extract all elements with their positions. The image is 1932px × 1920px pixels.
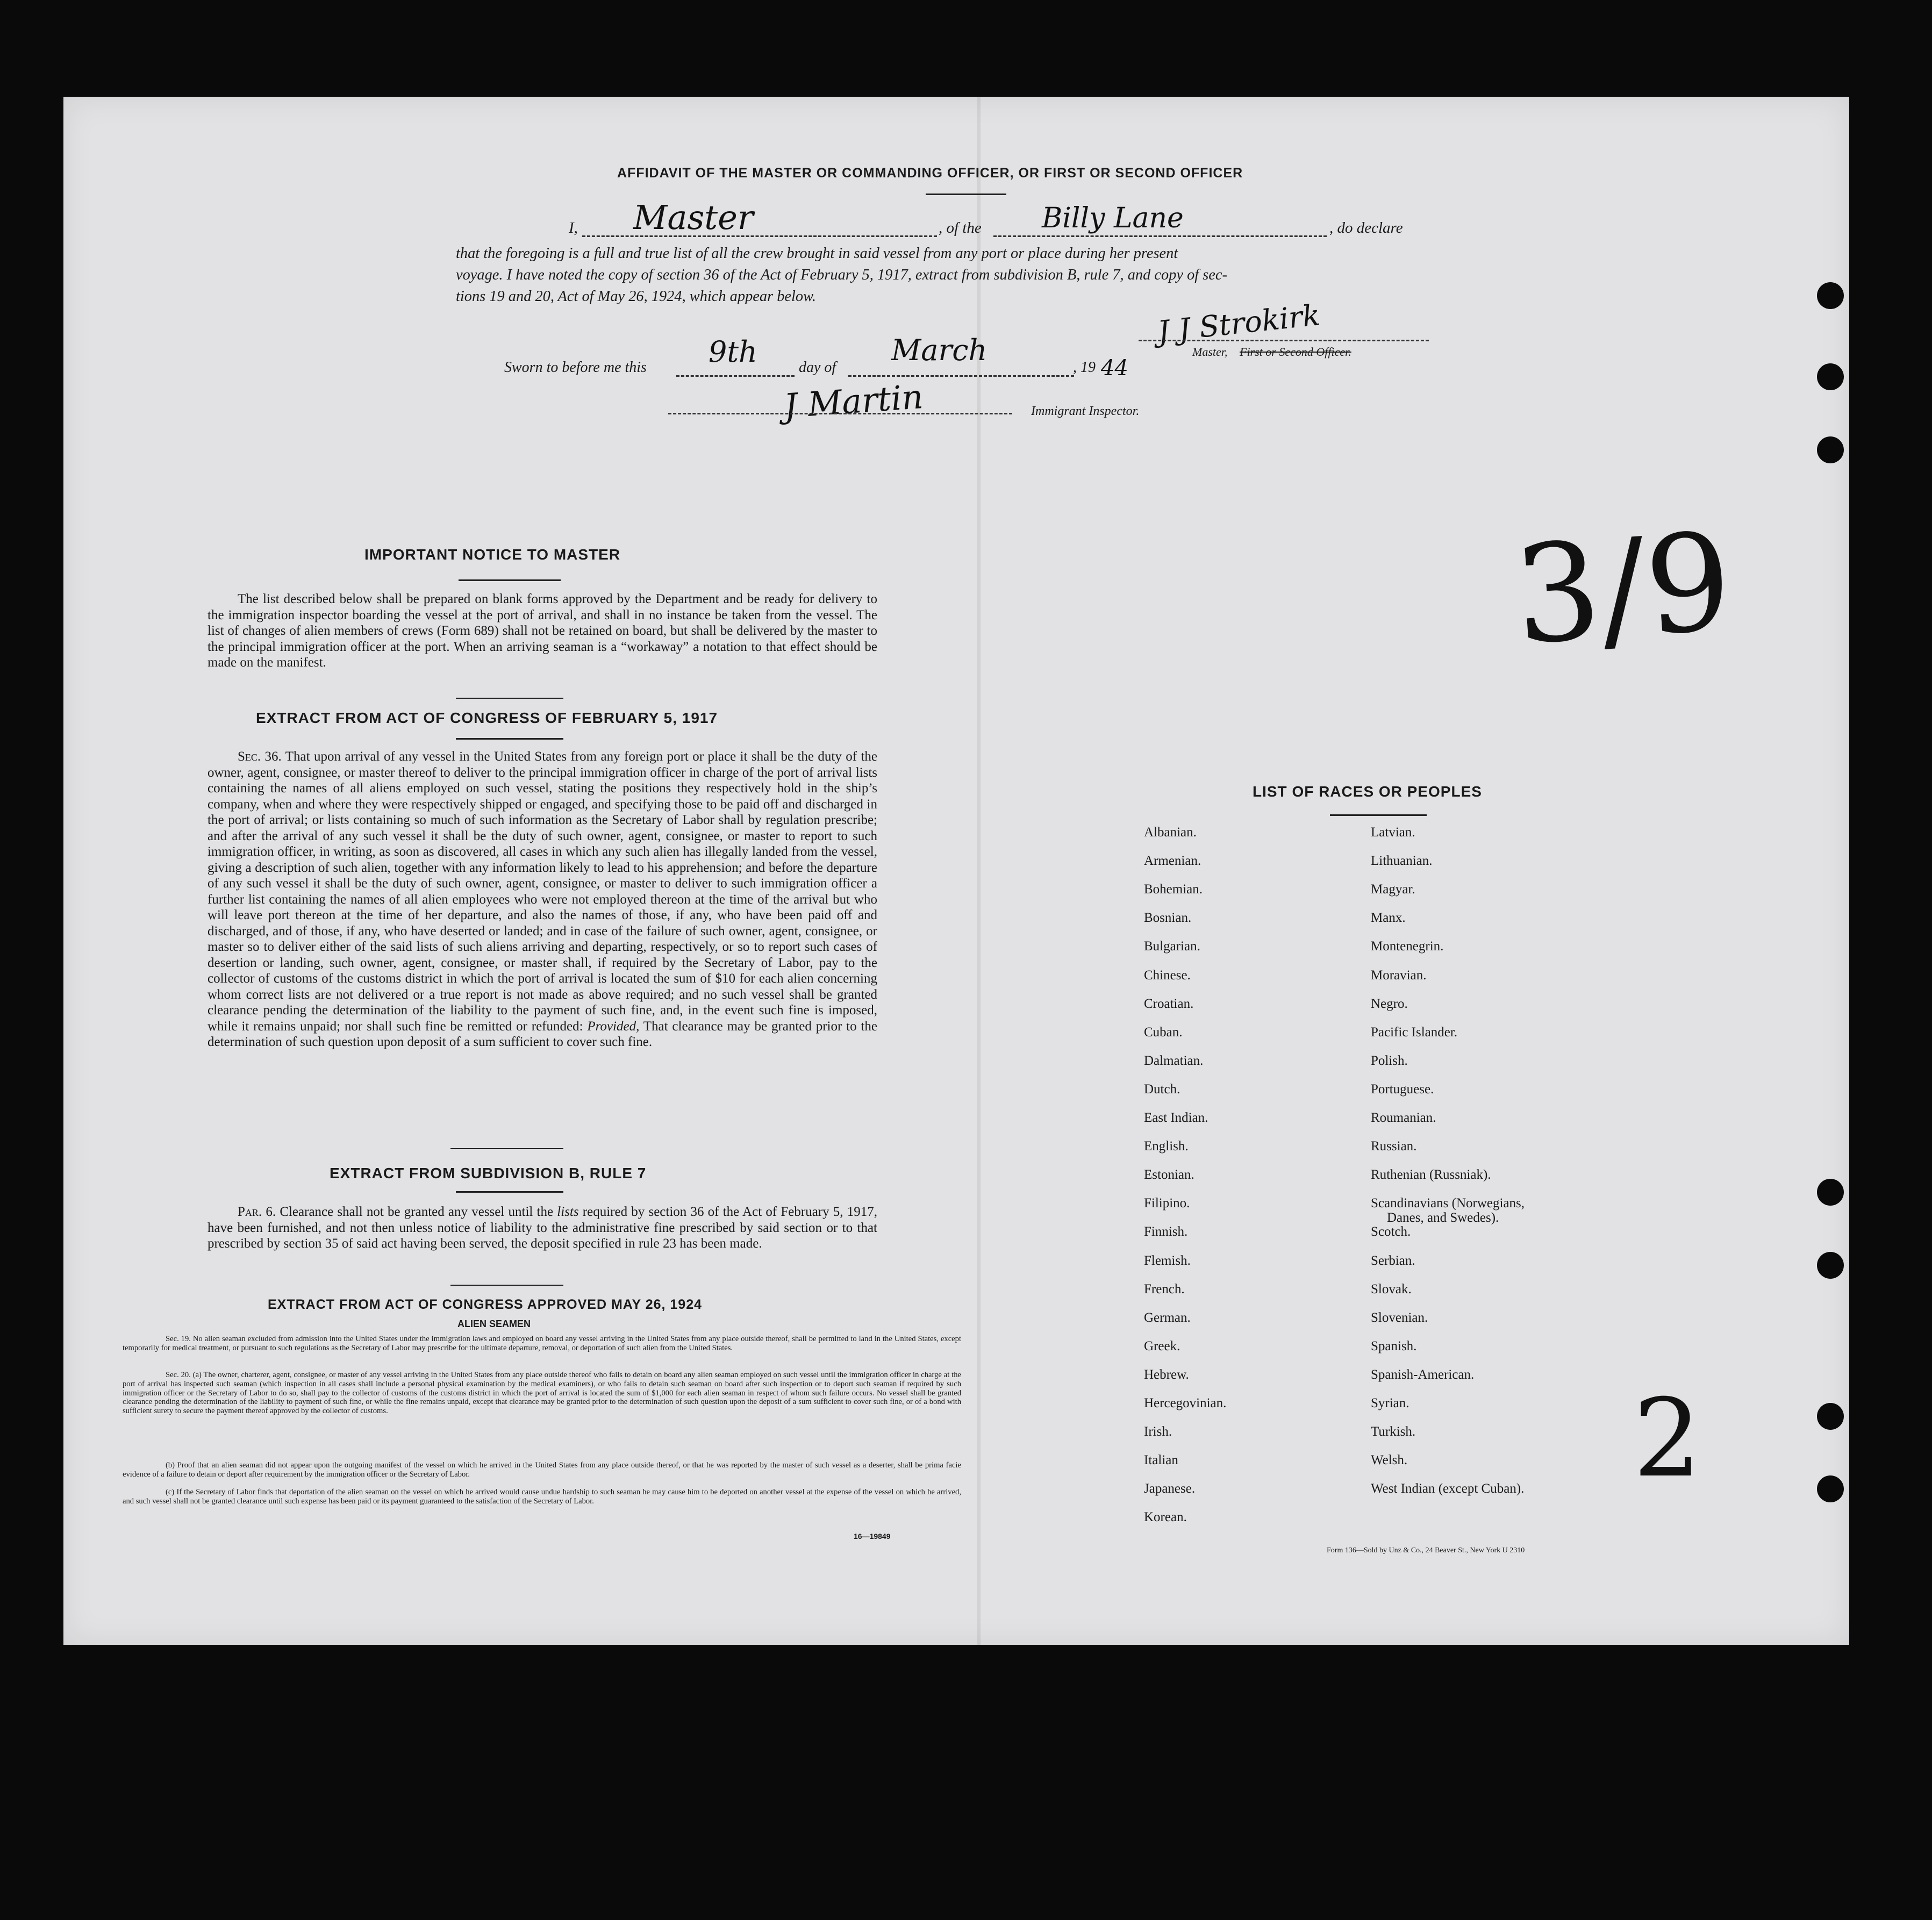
sec-20c-text: (c) If the Secretary of Labor finds that deportation of the alien seaman on the vessel on which he arrived would cause undue hardship to such seaman he may cause him to be deported on another vessel at the expense of the vessel on which he arrived, and such vessel shall not be granted clearance until such expense has been paid or its payment guaranteed to the satisfaction of the Secretary of Labor.	[123, 1488, 961, 1506]
race-item: Japanese.	[1144, 1481, 1196, 1496]
race-item: Roumanian.	[1371, 1111, 1436, 1125]
form-note: Form 136—Sold by Unz & Co., 24 Beaver St., New York U 2310	[1327, 1546, 1525, 1554]
sec-36-label: Sec. 36.	[238, 749, 282, 764]
divider	[450, 1148, 563, 1149]
race-item: Greek.	[1144, 1338, 1180, 1353]
sec-36-text-end: That clearance may be granted prior to the determination of such question upon deposit of a sum sufficient to cover such fine.	[207, 1019, 877, 1049]
document-sheet	[63, 97, 1849, 1645]
race-item: Magyar.	[1371, 882, 1415, 897]
page-fold	[977, 97, 981, 1645]
races-title: LIST OF RACES OR PEOPLES	[1253, 783, 1482, 800]
race-item: Slovenian.	[1371, 1310, 1428, 1325]
race-item: Bulgarian.	[1144, 939, 1200, 954]
race-item: Dalmatian.	[1144, 1053, 1204, 1068]
race-item: Filipino.	[1144, 1196, 1190, 1211]
master-handwritten: Master	[633, 198, 754, 237]
race-item: East Indian.	[1144, 1111, 1208, 1125]
vessel-line	[993, 235, 1327, 237]
divider	[926, 194, 1006, 195]
sec-36-text: That upon arrival of any vessel in the United States from any foreign port or place it shall be the duty of the owner, agent, consignee, or master thereof to deliver to the principal immigration officer in charge of the port of arrival lists containing the names of all aliens employed on such vessel, stating the positions they respectively hold in the ship’s company, when and where they were respectively shipped or engaged, and specifying those to be paid off and discharged in the port of arrival; or lists containing so much of such information as the Secretary of Labor shall by regulation prescribe; and after the arrival of any such vessel it shall be the duty of such owner, agent, consignee, or master to report to such immigration officer, in writing, as soon as discovered, all cases in which any such alien has illegally landed from the vessel, giving a description of such alien, together with any information likely to lead to his apprehension; and before the departure of any such vessel it shall be the duty of such owner, agent, consignee, or master to deliver to such immigration officer a further list containing the names of all alien employees who were not employed thereon at the time of the arrival but who will leave port thereon at the time of her departure, and also the names of those, if any, who have been paid off and discharged, and of those, if any, who have deserted or landed; and in case of the failure of such owner, agent, consignee, or master so to deliver either of the said lists of such aliens arriving and departing, respectively, or so to report such cases of desertion or landing, such owner, agent, consignee, or master shall, if required by the Secretary of Labor, pay to the collector of customs of the customs district in which the port of arrival is located the sum of $10 for each alien concerning whom correct lists are not delivered or a true report is not made as above required; and no such vessel shall be granted clearance pending the determination of the liability to the payment of such fine, and, in the event such fine is imposed, while it remains unpaid; nor shall such fine be remitted or refunded:	[207, 749, 878, 1034]
sec-19-text: Sec. 19. No alien seaman excluded from admission into the United States under the immigration laws and employed on board any vessel arriving in the United States from any place outside thereof, shall be permitted to land in the United States, except temporarily for medical treatment, or pursuant to such regulations as the Secretary of Labor may prescribe for the ultimate departure, removal, or deportation of such alien from the United States.	[123, 1335, 961, 1352]
race-item: Dutch.	[1144, 1081, 1180, 1097]
affidavit-title: AFFIDAVIT OF THE MASTER OR COMMANDING OFFICER, OR FIRST OR SECOND OFFICER	[617, 166, 1243, 181]
race-item: West Indian (except Cuban).	[1371, 1481, 1525, 1496]
day-of-label: day of	[799, 359, 836, 376]
of-the-label: , of the	[939, 219, 982, 237]
act-1924-title: EXTRACT FROM ACT OF CONGRESS APPROVED MAY 26, 1924	[268, 1297, 703, 1312]
divider	[456, 738, 563, 740]
alien-seamen-subtitle: ALIEN SEAMEN	[457, 1319, 531, 1329]
race-item: Albanian.	[1144, 825, 1197, 840]
race-item: Hebrew.	[1144, 1367, 1189, 1382]
day-handwritten: 9th	[709, 335, 757, 369]
form-number: 16—19849	[854, 1532, 891, 1541]
declare-label: , do declare	[1329, 219, 1403, 237]
vessel-handwritten: Billy Lane	[1042, 202, 1184, 234]
master-label: Master,	[1192, 345, 1228, 359]
master-struck-label: First or Second Officer.	[1240, 345, 1351, 359]
race-item: Portuguese.	[1371, 1081, 1434, 1097]
race-item: Irish.	[1144, 1424, 1172, 1439]
sec-20a-text: Sec. 20. (a) The owner, charterer, agent, consignee, or master of any vessel arriving in the United States from any place outside thereof who fails to detain on board any alien seaman employed on such vessel until the immigration officer in charge at the port of arrival has inspected such seaman (which inspection in all cases shall include a personal physical examination by the medical examiners), or who fails to detain such seaman on board after such inspection or to deport such seaman if required by such immigration officer or the Secretary of Labor to do so, shall pay to the collector of customs of the customs district in which the port of arrival is located the sum of $1,000 for each alien seaman in respect of whom such failure occurs. No vessel shall be granted clearance pending the determination of the liability to payment of such fine, or while the fine remains unpaid, except that clearance may be granted prior to the determination of such question upon the deposit of a sum sufficient to cover such fine, or of a bond with sufficient surety to secure the payment thereof approved by the collector of customs.	[123, 1371, 961, 1416]
race-item: Scandinavians (Norwegians,	[1371, 1196, 1525, 1211]
affidavit-line-4: tions 19 and 20, Act of May 26, 1924, which appear below.	[456, 288, 817, 305]
divider	[459, 579, 561, 581]
affidavit-line-3: voyage. I have noted the copy of section 36 of the Act of February 5, 1917, extract from subdivision B, rule 7, and copy of sec-	[456, 267, 1227, 283]
race-item: Lithuanian.	[1371, 854, 1433, 869]
inspector-sign-line	[668, 413, 1012, 414]
race-item: Montenegrin.	[1371, 939, 1444, 954]
race-item: Croatian.	[1144, 996, 1194, 1011]
notice-body: The list described below shall be prepared on blank forms approved by the Department and be ready for delivery to the immigration inspector boarding the vessel at the port of arrival, and shall in no instance be taken from the vessel. The list of changes of alien members of crews (Form 689) shall not be retained on board, but shall be delivered by the master to the principal immigration officer at the port. When an arriving seaman is a “workaway” a notation to that effect should be made on the manifest.	[207, 592, 877, 670]
punch-hole	[1817, 436, 1844, 463]
day-line	[676, 375, 795, 377]
race-item: French.	[1144, 1281, 1185, 1296]
race-item: Armenian.	[1144, 854, 1201, 869]
race-item: Hercegovinian.	[1144, 1396, 1227, 1410]
par-6-label: Par. 6.	[238, 1205, 276, 1219]
race-item: Ruthenian (Russniak).	[1371, 1167, 1491, 1183]
race-item: German.	[1144, 1310, 1191, 1325]
race-item: Scotch.	[1371, 1224, 1411, 1240]
race-item: Manx.	[1371, 911, 1406, 926]
count-mark-handwritten: 2	[1633, 1376, 1702, 1501]
month-line	[848, 375, 1074, 377]
race-item: Russian.	[1371, 1139, 1417, 1154]
sworn-label: Sworn to before me this	[504, 359, 647, 376]
race-item: Korean.	[1144, 1510, 1187, 1525]
race-item: Syrian.	[1371, 1396, 1409, 1410]
race-item: Slovak.	[1371, 1281, 1412, 1296]
race-item: Bohemian.	[1144, 882, 1203, 897]
punch-hole	[1817, 1403, 1844, 1430]
year-prefix: , 19	[1073, 359, 1096, 376]
punch-hole	[1817, 1179, 1844, 1206]
punch-hole	[1817, 1252, 1844, 1279]
punch-hole	[1817, 282, 1844, 309]
affidavit-line-2: that the foregoing is a full and true list of all the crew brought in said vessel from any port or place during her present	[456, 245, 1178, 262]
notice-title: IMPORTANT NOTICE TO MASTER	[364, 546, 621, 563]
extract-1917-title: EXTRACT FROM ACT OF CONGRESS OF FEBRUARY 5, 1917	[256, 710, 718, 726]
rule7-title: EXTRACT FROM SUBDIVISION B, RULE 7	[330, 1165, 647, 1181]
sec-20b-text: (b) Proof that an alien seaman did not appear upon the outgoing manifest of the vessel on which he arrived in the United States from any place outside thereof, or that he was reported by the master of such vessel as a deserter, shall be prima facie evidence of a failure to detain or deport after requirement by the immigration officer or the Secretary of Labor.	[123, 1461, 961, 1479]
master-signature: J J Strokirk	[1156, 298, 1322, 349]
affidavit-line-1	[504, 198, 1526, 241]
race-item: Italian	[1144, 1453, 1178, 1468]
race-item: Cuban.	[1144, 1025, 1183, 1040]
divider	[456, 698, 563, 699]
par-6-text: Clearance shall not be granted any vessel until the	[280, 1205, 554, 1219]
race-item: English.	[1144, 1139, 1189, 1154]
race-item: Chinese.	[1144, 968, 1191, 983]
race-item: Spanish-American.	[1371, 1367, 1475, 1382]
lists-italic: lists	[557, 1205, 579, 1219]
i-label: I,	[569, 219, 578, 237]
par-6-text-end: required by section 36 of the Act of February 5, 1917, have been furnished, and not then unless notice of liability to the administrative fine prescribed by said section or to that prescribed by section 35 of said act having been served, the deposit specified in rule 23 has been made.	[207, 1205, 878, 1251]
month-handwritten: March	[891, 333, 988, 367]
race-item: Serbian.	[1371, 1253, 1415, 1268]
race-item: Welsh.	[1371, 1453, 1408, 1468]
race-item: Turkish.	[1371, 1424, 1416, 1439]
page-mark-handwritten: 3/9	[1509, 503, 1737, 675]
race-item: Polish.	[1371, 1053, 1408, 1068]
provided-label: Provided,	[587, 1019, 640, 1034]
punch-hole	[1817, 1475, 1844, 1502]
divider	[450, 1285, 563, 1286]
inspector-label: Immigrant Inspector.	[1031, 404, 1140, 418]
rule7-body	[207, 1204, 877, 1252]
race-item: Latvian.	[1371, 825, 1415, 840]
race-item: Estonian.	[1144, 1167, 1194, 1183]
divider	[1330, 814, 1427, 816]
race-item: Finnish.	[1144, 1224, 1188, 1240]
master-sign-line	[1139, 340, 1429, 341]
race-item: Pacific Islander.	[1371, 1025, 1458, 1040]
race-item: Danes, and Swedes).	[1387, 1210, 1499, 1225]
year-handwritten: 44	[1101, 356, 1128, 381]
inspector-signature: J Martin	[782, 377, 925, 426]
race-item: Flemish.	[1144, 1253, 1191, 1268]
divider	[456, 1191, 563, 1193]
punch-hole	[1817, 363, 1844, 390]
race-item: Bosnian.	[1144, 911, 1192, 926]
extract-1917-body	[207, 749, 877, 1050]
race-item: Negro.	[1371, 996, 1408, 1011]
race-item: Moravian.	[1371, 968, 1427, 983]
race-item: Spanish.	[1371, 1338, 1417, 1353]
